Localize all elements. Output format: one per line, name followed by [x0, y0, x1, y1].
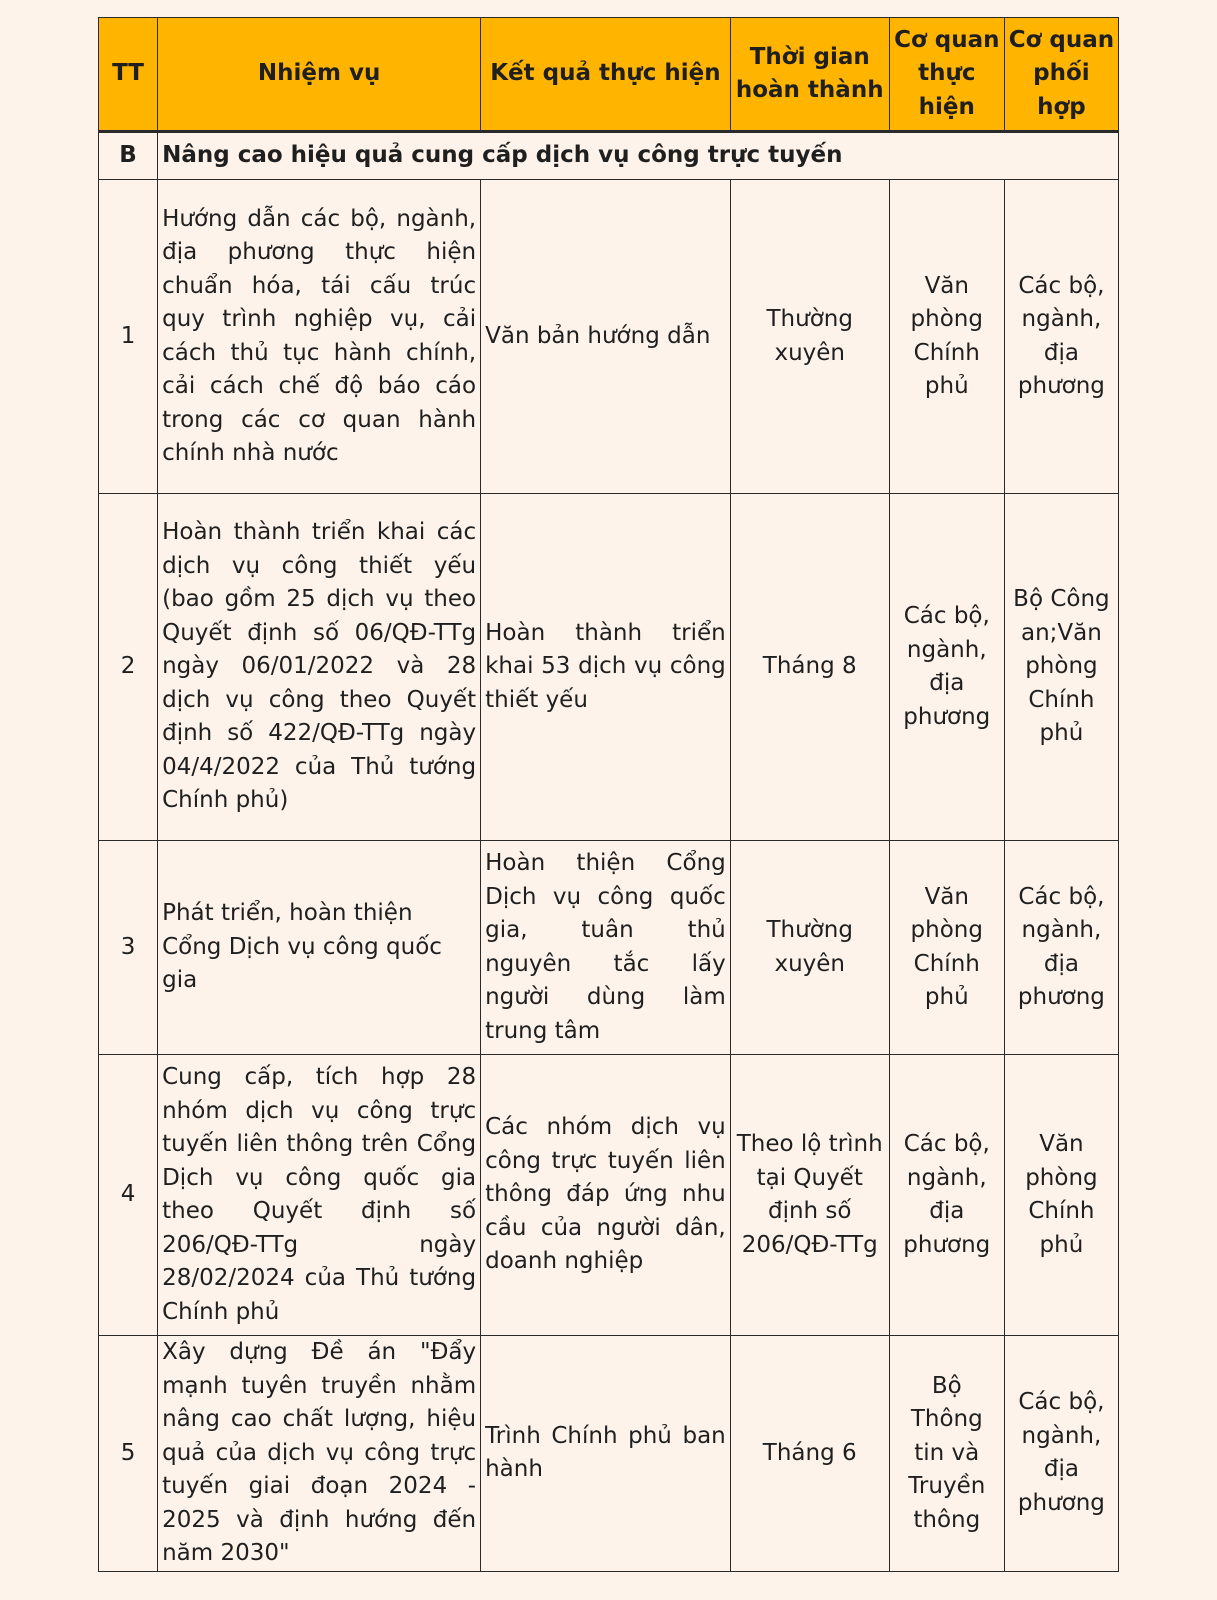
coordinating-agency-cell: Bộ Công an;Văn phòng Chính phủ: [1004, 494, 1118, 841]
result-cell: Hoàn thiện Cổng Dịch vụ công quốc gia, tuân thủ nguyên tắc lấy người dùng làm trung tâm: [481, 841, 731, 1055]
header-tt: TT: [99, 18, 158, 132]
section-code: B: [99, 132, 158, 180]
coordinating-agency-cell: Văn phòng Chính phủ: [1004, 1055, 1118, 1336]
task-cell: Xây dựng Đề án "Đẩy mạnh tuyên truyền nhằm nâng cao chất lượng, hiệu quả của dịch vụ công trực tuyến giai đoạn 2024 - 2025 và định hướng đến năm 2030": [158, 1336, 481, 1572]
coordinating-agency-cell: Các bộ, ngành, địa phương: [1004, 180, 1118, 494]
table-row: [99, 494, 1119, 841]
header-deadline: Thời gian hoàn thành: [730, 18, 889, 132]
row-number: 5: [99, 1336, 158, 1572]
section-title: Nâng cao hiệu quả cung cấp dịch vụ công trực tuyến: [158, 132, 1119, 180]
task-cell: Hướng dẫn các bộ, ngành, địa phương thực hiện chuẩn hóa, tái cấu trúc quy trình nghiệp vụ, cải cách thủ tục hành chính, cải cách chế độ báo cáo trong các cơ quan hành chính nhà nước: [158, 180, 481, 494]
deadline-cell: Thường xuyên: [730, 180, 889, 494]
lead-agency-cell: Văn phòng Chính phủ: [889, 841, 1004, 1055]
header-task: Nhiệm vụ: [158, 18, 481, 132]
section-row: [99, 132, 1119, 180]
lead-agency-cell: Các bộ, ngành, địa phương: [889, 494, 1004, 841]
header-row: [99, 18, 1119, 132]
table-row: [99, 841, 1119, 1055]
lead-agency-cell: Bộ Thông tin và Truyền thông: [889, 1336, 1004, 1572]
table-row: [99, 1055, 1119, 1336]
task-table-container: [98, 17, 1119, 1572]
row-number: 4: [99, 1055, 158, 1336]
header-result: Kết quả thực hiện: [481, 18, 731, 132]
coordinating-agency-cell: Các bộ, ngành, địa phương: [1004, 1336, 1118, 1572]
coordinating-agency-cell: Các bộ, ngành, địa phương: [1004, 841, 1118, 1055]
deadline-cell: Tháng 6: [730, 1336, 889, 1572]
task-cell: Cung cấp, tích hợp 28 nhóm dịch vụ công trực tuyến liên thông trên Cổng Dịch vụ công quốc gia theo Quyết định số 206/QĐ-TTg ngày 28/02/2024 của Thủ tướng Chính phủ: [158, 1055, 481, 1336]
row-number: 1: [99, 180, 158, 494]
task-cell: Hoàn thành triển khai các dịch vụ công thiết yếu (bao gồm 25 dịch vụ theo Quyết định số 06/QĐ-TTg ngày 06/01/2022 và 28 dịch vụ công theo Quyết định số 422/QĐ-TTg ngày 04/4/2022 của Thủ tướng Chính phủ): [158, 494, 481, 841]
table-row: [99, 180, 1119, 494]
row-number: 3: [99, 841, 158, 1055]
header-coordinating-agency: Cơ quan phối hợp: [1004, 18, 1118, 132]
result-cell: Hoàn thành triển khai 53 dịch vụ công thiết yếu: [481, 494, 731, 841]
deadline-cell: Tháng 8: [730, 494, 889, 841]
result-cell: Văn bản hướng dẫn: [481, 180, 731, 494]
deadline-cell: Thường xuyên: [730, 841, 889, 1055]
table-row: [99, 1336, 1119, 1572]
header-lead-agency: Cơ quan thực hiện: [889, 18, 1004, 132]
lead-agency-cell: Các bộ, ngành, địa phương: [889, 1055, 1004, 1336]
task-cell: Phát triển, hoàn thiện Cổng Dịch vụ công quốc gia: [158, 841, 481, 1055]
deadline-cell: Theo lộ trình tại Quyết định số 206/QĐ-TTg: [730, 1055, 889, 1336]
row-number: 2: [99, 494, 158, 841]
task-table: [98, 17, 1119, 1572]
lead-agency-cell: Văn phòng Chính phủ: [889, 180, 1004, 494]
result-cell: Trình Chính phủ ban hành: [481, 1336, 731, 1572]
result-cell: Các nhóm dịch vụ công trực tuyến liên thông đáp ứng nhu cầu của người dân, doanh nghiệp: [481, 1055, 731, 1336]
